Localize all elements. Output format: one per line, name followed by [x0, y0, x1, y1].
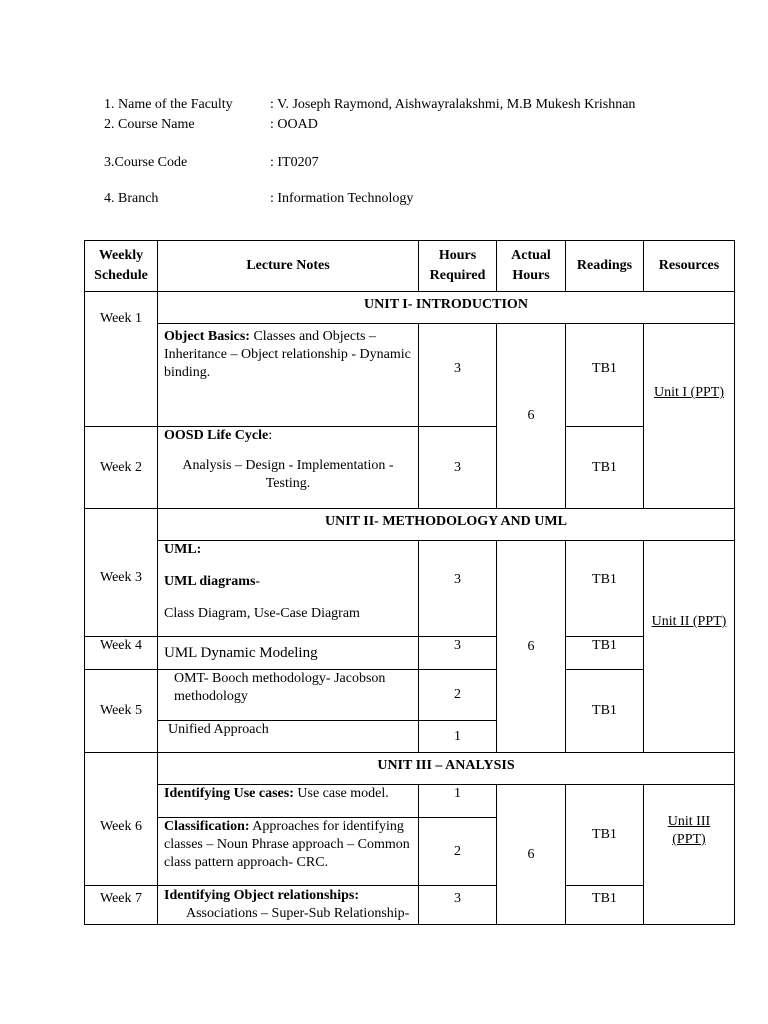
header-required: Required — [429, 268, 486, 283]
resource-unit-3-line1: Unit III — [667, 814, 711, 829]
week-5-cell: Week 5 — [84, 669, 158, 753]
reading-week-5: TB1 — [565, 669, 644, 753]
header-actual: Actual — [511, 248, 551, 263]
header-weekly-schedule — [84, 240, 158, 292]
hours-week-6a: 1 — [418, 784, 497, 818]
resource-unit-2[interactable]: Unit II (PPT) — [643, 540, 735, 753]
lecture-6b-text: Approaches for identifying classes – Noun Phrase approach – Common class pattern approach- CRC. — [164, 819, 410, 870]
lecture-use-cases — [157, 784, 419, 818]
reading-week-7: TB1 — [565, 885, 644, 925]
lecture-7-text: Associations – Super-Sub Relationship- — [186, 906, 410, 921]
unit-3-title-text: UNIT III – ANALYSIS — [377, 758, 515, 773]
lecture-1-text: Classes and Objects – Inheritance – Object relationship - Dynamic binding. — [164, 329, 411, 380]
lecture-3-heading: UML: — [164, 542, 202, 557]
lecture-3-dash: - — [255, 574, 261, 589]
hours-week-2: 3 — [418, 426, 497, 509]
course-name-label: 2. Course Name — [104, 117, 195, 132]
lecture-6a-bold: Identifying Use cases: — [164, 786, 294, 801]
lecture-6b-bold: Classification: — [164, 819, 250, 834]
lecture-7-bold: Identifying Object relationships: — [164, 888, 359, 903]
header-lecture-notes: Lecture Notes — [157, 240, 419, 292]
resource-unit-1[interactable]: Unit I (PPT) — [643, 323, 735, 509]
unit-1-title-text: UNIT I- INTRODUCTION — [364, 297, 528, 312]
reading-week-6: TB1 — [565, 784, 644, 886]
week-4-cell: Week 4 — [84, 636, 158, 670]
header-weekly: Weekly — [98, 248, 144, 263]
lecture-1-bold: Object Basics: — [164, 329, 250, 344]
hours-week-4: 3 — [418, 636, 497, 670]
lecture-2-text: Analysis – Design - Implementation - Testing. — [182, 458, 394, 491]
header-readings: Readings — [565, 240, 644, 292]
lecture-6a-text: Use case model. — [293, 786, 389, 801]
lecture-oosd-life-cycle — [157, 426, 419, 509]
lecture-uml — [157, 540, 419, 637]
hours-week-3: 3 — [418, 540, 497, 637]
unit-3-title — [157, 752, 735, 785]
header-actual-hours — [496, 240, 566, 292]
reading-week-2: TB1 — [565, 426, 644, 509]
faculty-value: : V. Joseph Raymond, Aishwayralakshmi, M.B Mukesh Krishnan — [270, 97, 636, 112]
course-name-value: : OOAD — [270, 117, 318, 132]
week-3-cell: Week 3 — [84, 508, 158, 637]
lecture-3-text: Class Diagram, Use-Case Diagram — [164, 606, 360, 621]
header-schedule: Schedule — [94, 268, 148, 283]
hours-week-5a: 2 — [418, 669, 497, 721]
week-7-cell: Week 7 — [84, 885, 158, 925]
lecture-3-subheading: UML diagrams — [164, 574, 256, 589]
reading-week-1: TB1 — [565, 323, 644, 427]
week-2-cell: Week 2 — [84, 426, 158, 509]
header-hours-required — [418, 240, 497, 292]
resource-unit-3-line2: (PPT) — [672, 832, 706, 847]
lecture-object-basics — [157, 323, 419, 427]
week-6-cell: Week 6 — [84, 752, 158, 886]
branch-label: 4. Branch — [104, 191, 159, 206]
course-code-label: 3.Course Code — [104, 155, 188, 170]
unit-2-title-text: UNIT II- METHODOLOGY AND UML — [325, 514, 567, 529]
header-hours: Hours — [438, 248, 477, 263]
unit-1-title — [157, 291, 735, 324]
hours-week-1: 3 — [418, 323, 497, 427]
unit-2-title — [157, 508, 735, 541]
course-code-value: : IT0207 — [270, 155, 319, 170]
lecture-methodologies — [157, 669, 419, 721]
lecture-2-colon: : — [268, 428, 273, 443]
actual-hours-unit-2: 6 — [496, 540, 566, 753]
reading-week-4: TB1 — [565, 636, 644, 670]
faculty-label: 1. Name of the Faculty — [104, 97, 233, 112]
hours-week-6b: 2 — [418, 817, 497, 886]
header-resources: Resources — [643, 240, 735, 292]
branch-value: : Information Technology — [270, 191, 414, 206]
lecture-2-bold: OOSD Life Cycle — [164, 428, 269, 443]
hours-week-5b: 1 — [418, 720, 497, 753]
lecture-classification — [157, 817, 419, 886]
resource-unit-3[interactable] — [643, 784, 735, 925]
reading-week-3: TB1 — [565, 540, 644, 637]
lecture-5a-text: OMT- Booch methodology- Jacobson methodology — [174, 671, 386, 704]
week-1-cell: Week 1 — [84, 291, 158, 427]
lecture-uml-dynamic: UML Dynamic Modeling — [157, 636, 419, 670]
actual-hours-unit-1: 6 — [496, 323, 566, 509]
lecture-unified-approach: Unified Approach — [157, 720, 419, 753]
actual-hours-unit-3: 6 — [496, 784, 566, 925]
hours-week-7: 3 — [418, 885, 497, 925]
lecture-object-relationships — [157, 885, 419, 925]
header-actual-hours-2: Hours — [512, 268, 550, 283]
